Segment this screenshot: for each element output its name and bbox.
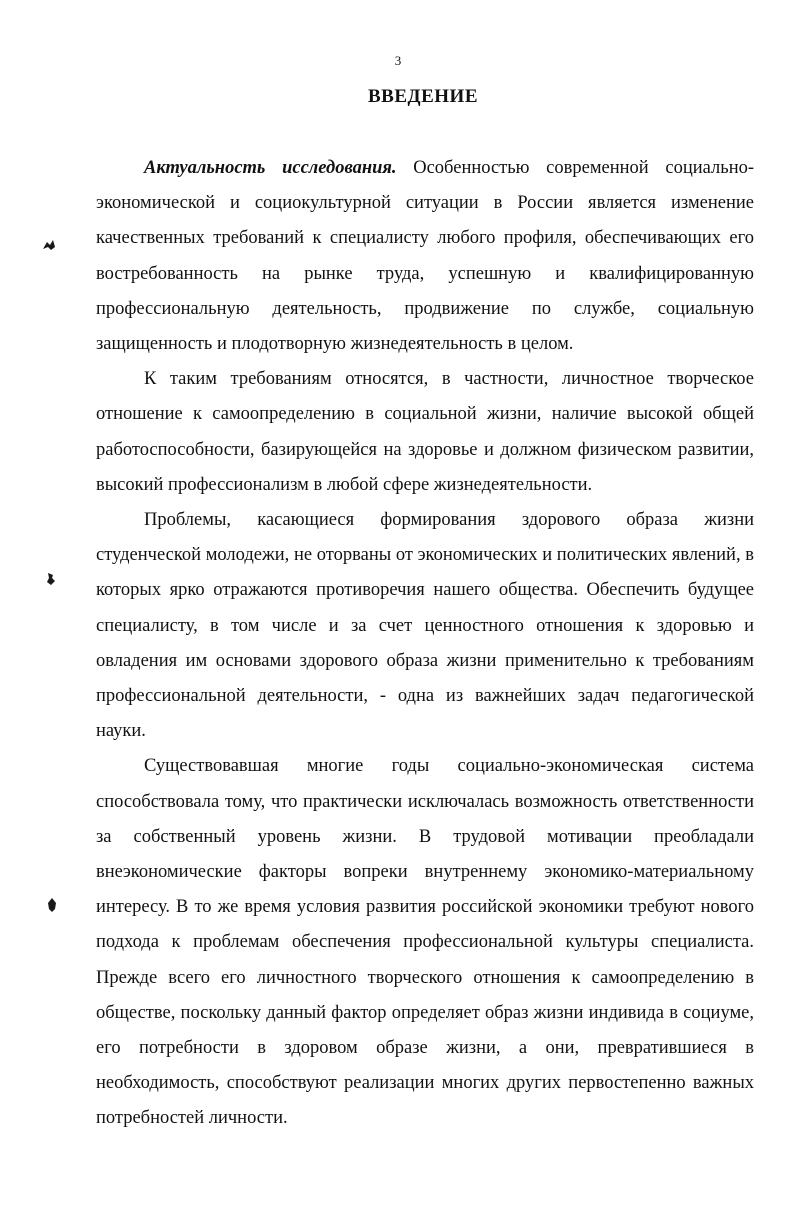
ink-mark-icon (42, 238, 56, 252)
paragraph-2 (96, 362, 754, 503)
paragraph-4 (96, 749, 754, 1136)
ink-mark-icon (44, 572, 58, 586)
paragraph-text: Существовавшая многие годы социально-экономическая система способствовала тому, что практически исключалась возможность ответственности за собственный уровень жизни. В трудовой мотивации преобладали внеэкономические факторы вопреки внутреннему экономико-материальному интересу. В то же время условия развития российской экономики требуют нового подхода к проблемам обеспечения профессиональной культуры специалиста. Прежде всего его личностного творческого отношения к самоопределению в обществе, поскольку данный фактор определяет образ жизни индивида в социуме, его потребности в здоровом образе жизни, а они, превратившиеся в необходимость, способствуют реализации многих других первостепенно важных потребностей личности. (96, 756, 754, 1129)
paragraph-text: Особенностью современной социально-экономической и социокультурной ситуации в России является изменение качественных требований к специалисту любого профиля, обеспечивающих его востребованность на рынке труда, успешную и квалифицированную профессиональную деятельность, продвижение по службе, социальную защищенность и плодотворную жизнедеятельность в целом. (96, 158, 754, 355)
page-title: ВВЕДЕНИЕ (368, 86, 478, 107)
paragraph-1 (96, 151, 754, 362)
paragraph-text: Проблемы, касающиеся формирования здорового образа жизни студенческой молодежи, не оторваны от экономических и политических явлений, в которых ярко отражаются противоречия нашего общества. Обеспечить будущее специалисту, в том числе и за счет ценностного отношения к здоровью и овладения им основами здорового образа жизни применительно к требованиям профессиональной деятельности, - одна из важнейших задач педагогической науки. (96, 510, 754, 742)
paragraph-3 (96, 503, 754, 749)
page-number: 3 (394, 53, 402, 68)
body-text (96, 151, 754, 1137)
ink-mark-icon (45, 898, 59, 912)
paragraph-text: К таким требованиям относятся, в частности, личностное творческое отношение к самоопределению в социальной жизни, наличие высокой общей работоспособности, базирующейся на здоровье и должном физическом развитии, высокий профессионализм в любой сфере жизнедеятельности. (96, 369, 754, 495)
paragraph-lead: Актуальность исследования. (144, 158, 397, 178)
